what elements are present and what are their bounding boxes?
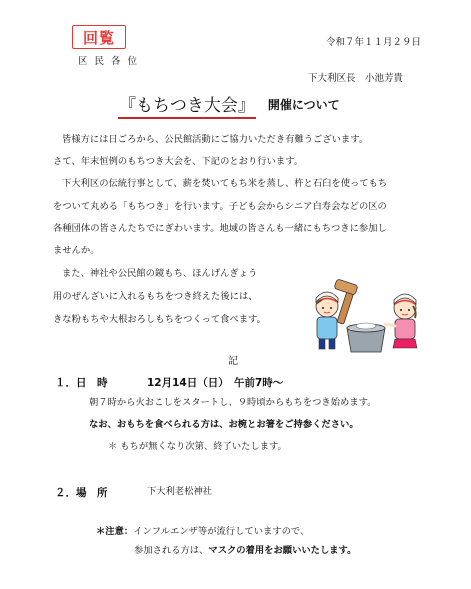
title-sub: 開催について [267,98,340,112]
paragraph-desc-line: 下大利区の伝統行事として、薪を焚いてもち米を蒸し、杵と石臼を使ってもち [62,178,388,189]
issue-date: 令和７年１１月２９日 [326,37,422,48]
kairan-stamp: 回覧 [72,25,126,49]
sender: 下大利区長 小池芳貴 [308,73,404,84]
item-place-label: ２．場 所 [55,487,108,499]
caution-prefix: ＊注意： [96,526,134,537]
item-datetime-value: 12月14日（日） 午前7時～ [147,377,284,389]
paragraph-desc-line: 各種団体の皆さんたちでにぎわいます。地域の皆さんも一緒にもちつきに参加し [53,223,387,234]
item-place-value: 下大利老松神社 [147,486,213,497]
paragraph-food-line: 用のぜんざいに入れるもちをつき終えた後には、 [53,291,258,302]
ki-heading: 記 [228,356,238,367]
mask-text: 参加される方は、 [134,545,209,556]
mask-line [134,545,356,557]
caution-line [96,526,309,538]
title-main: 『もちつき大会』 [118,96,256,119]
paragraph-food-line: きな粉もちや大根おろしもちをつくって食べます。 [53,314,266,325]
paragraph-intro: さて、年末恒例のもちつき大会を、下記のとおり行います。 [53,156,303,167]
item-datetime-end-note: ＊ もちが無くなり次第、終了いたします。 [108,441,287,452]
item-datetime-detail: 朝７時から火おこしをスタートし、９時頃からもちをつき始めます。 [89,397,377,408]
item-datetime-bring-note: なお、おもちを食べられる方は、お椀とお箸をご持参ください。 [89,419,359,430]
notice-title [118,96,340,120]
paragraph-food-line: また、神社や公民館の鏡もち、ほんげんぎょう [62,268,258,279]
mask-emphasis: マスクの着用をお願いいたします。 [208,545,357,556]
caution-text: インフルエンザ等が流行していますので、 [133,526,310,537]
paragraph-desc-line: ませんか。 [53,245,100,256]
mochitsuki-children-illustration [305,278,427,356]
recipients: 区 民 各 位 [78,56,140,67]
item-datetime-label: １．日 時 [55,377,108,389]
paragraph-greeting: 皆様方には日ごろから、公民館活動にご協力いただき有難うございます。 [62,134,369,145]
paragraph-desc-line: をついて丸める「もちつき」を行います。子ども会からシニア白寿会などの区の [53,201,387,212]
